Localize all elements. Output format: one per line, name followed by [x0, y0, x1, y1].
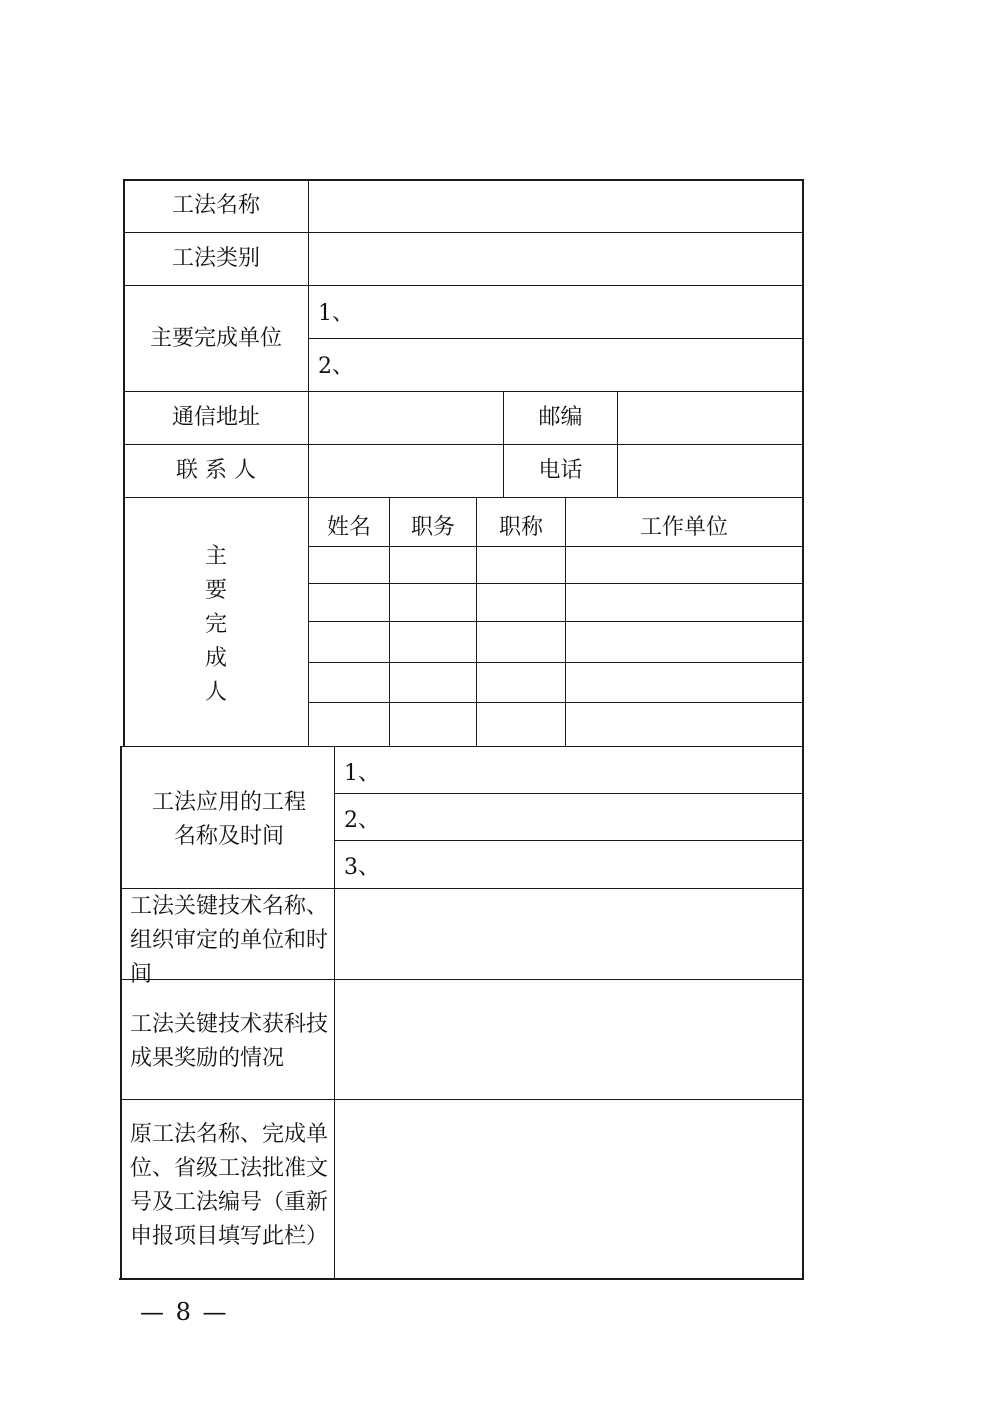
address-field[interactable]	[310, 393, 503, 444]
original-method-label: 原工法名称、完成单位、省级工法批准文号及工法编号（重新申报项目填写此栏）	[130, 1122, 329, 1249]
table-bottom-border	[119, 1278, 804, 1280]
address-label: 通信地址	[171, 405, 260, 430]
row-divider	[123, 391, 803, 392]
contact-label: 联 系 人	[176, 458, 256, 483]
table-top-border	[123, 179, 804, 181]
key-tech-field[interactable]	[336, 890, 802, 979]
column-divider	[617, 391, 618, 497]
original-method-field[interactable]	[336, 1101, 802, 1278]
main-unit-2-prefix: 2、	[318, 354, 354, 379]
method-category-label: 工法类别	[171, 246, 260, 271]
main-unit-1-field[interactable]	[345, 287, 802, 338]
postcode-field[interactable]	[619, 393, 802, 444]
row-divider	[123, 285, 803, 286]
method-category-field[interactable]	[310, 234, 802, 285]
col-title-header: 职称	[498, 515, 543, 540]
project-3-field[interactable]	[372, 842, 802, 888]
phone-field[interactable]	[619, 446, 802, 497]
main-unit-2-field[interactable]	[345, 340, 802, 391]
label-column-divider-lower	[334, 746, 335, 1279]
project-1-field[interactable]	[372, 748, 802, 793]
col-position-header: 职务	[410, 515, 455, 540]
row-divider	[120, 746, 803, 747]
awards-label: 工法关键技术获科技成果奖励的情况	[130, 1012, 329, 1071]
contact-field[interactable]	[310, 446, 503, 497]
completers-label: 主 要 完 成 人	[204, 544, 227, 705]
table-right-border	[802, 179, 804, 1280]
method-name-field[interactable]	[310, 182, 802, 232]
projects-label: 工法应用的工程 名称及时间	[151, 790, 306, 849]
main-units-label: 主要完成单位	[149, 326, 282, 351]
main-unit-1-prefix: 1、	[318, 301, 354, 326]
row-divider	[123, 232, 803, 233]
row-divider	[120, 1099, 803, 1100]
postcode-label: 邮编	[538, 405, 583, 430]
project-3-prefix: 3、	[344, 855, 380, 880]
row-divider	[308, 338, 803, 339]
label-column-divider	[308, 179, 309, 746]
awards-field[interactable]	[336, 981, 802, 1099]
row-divider	[123, 497, 803, 498]
method-name-label: 工法名称	[171, 193, 260, 218]
row-divider	[123, 444, 803, 445]
project-2-field[interactable]	[372, 795, 802, 840]
phone-label: 电话	[538, 458, 583, 483]
col-workplace-header: 工作单位	[639, 515, 728, 540]
row-divider	[120, 888, 803, 889]
completers-grid[interactable]	[310, 548, 802, 745]
project-2-prefix: 2、	[344, 808, 380, 833]
row-divider	[334, 793, 803, 794]
project-1-prefix: 1、	[344, 761, 380, 786]
grid-row-divider	[308, 546, 803, 547]
row-divider	[334, 840, 803, 841]
table-left-border-lower	[120, 746, 122, 1280]
col-name-header: 姓名	[326, 515, 371, 540]
key-tech-label: 工法关键技术名称、组织审定的单位和时间	[130, 894, 329, 987]
page-number: — 8 —	[140, 1298, 229, 1326]
